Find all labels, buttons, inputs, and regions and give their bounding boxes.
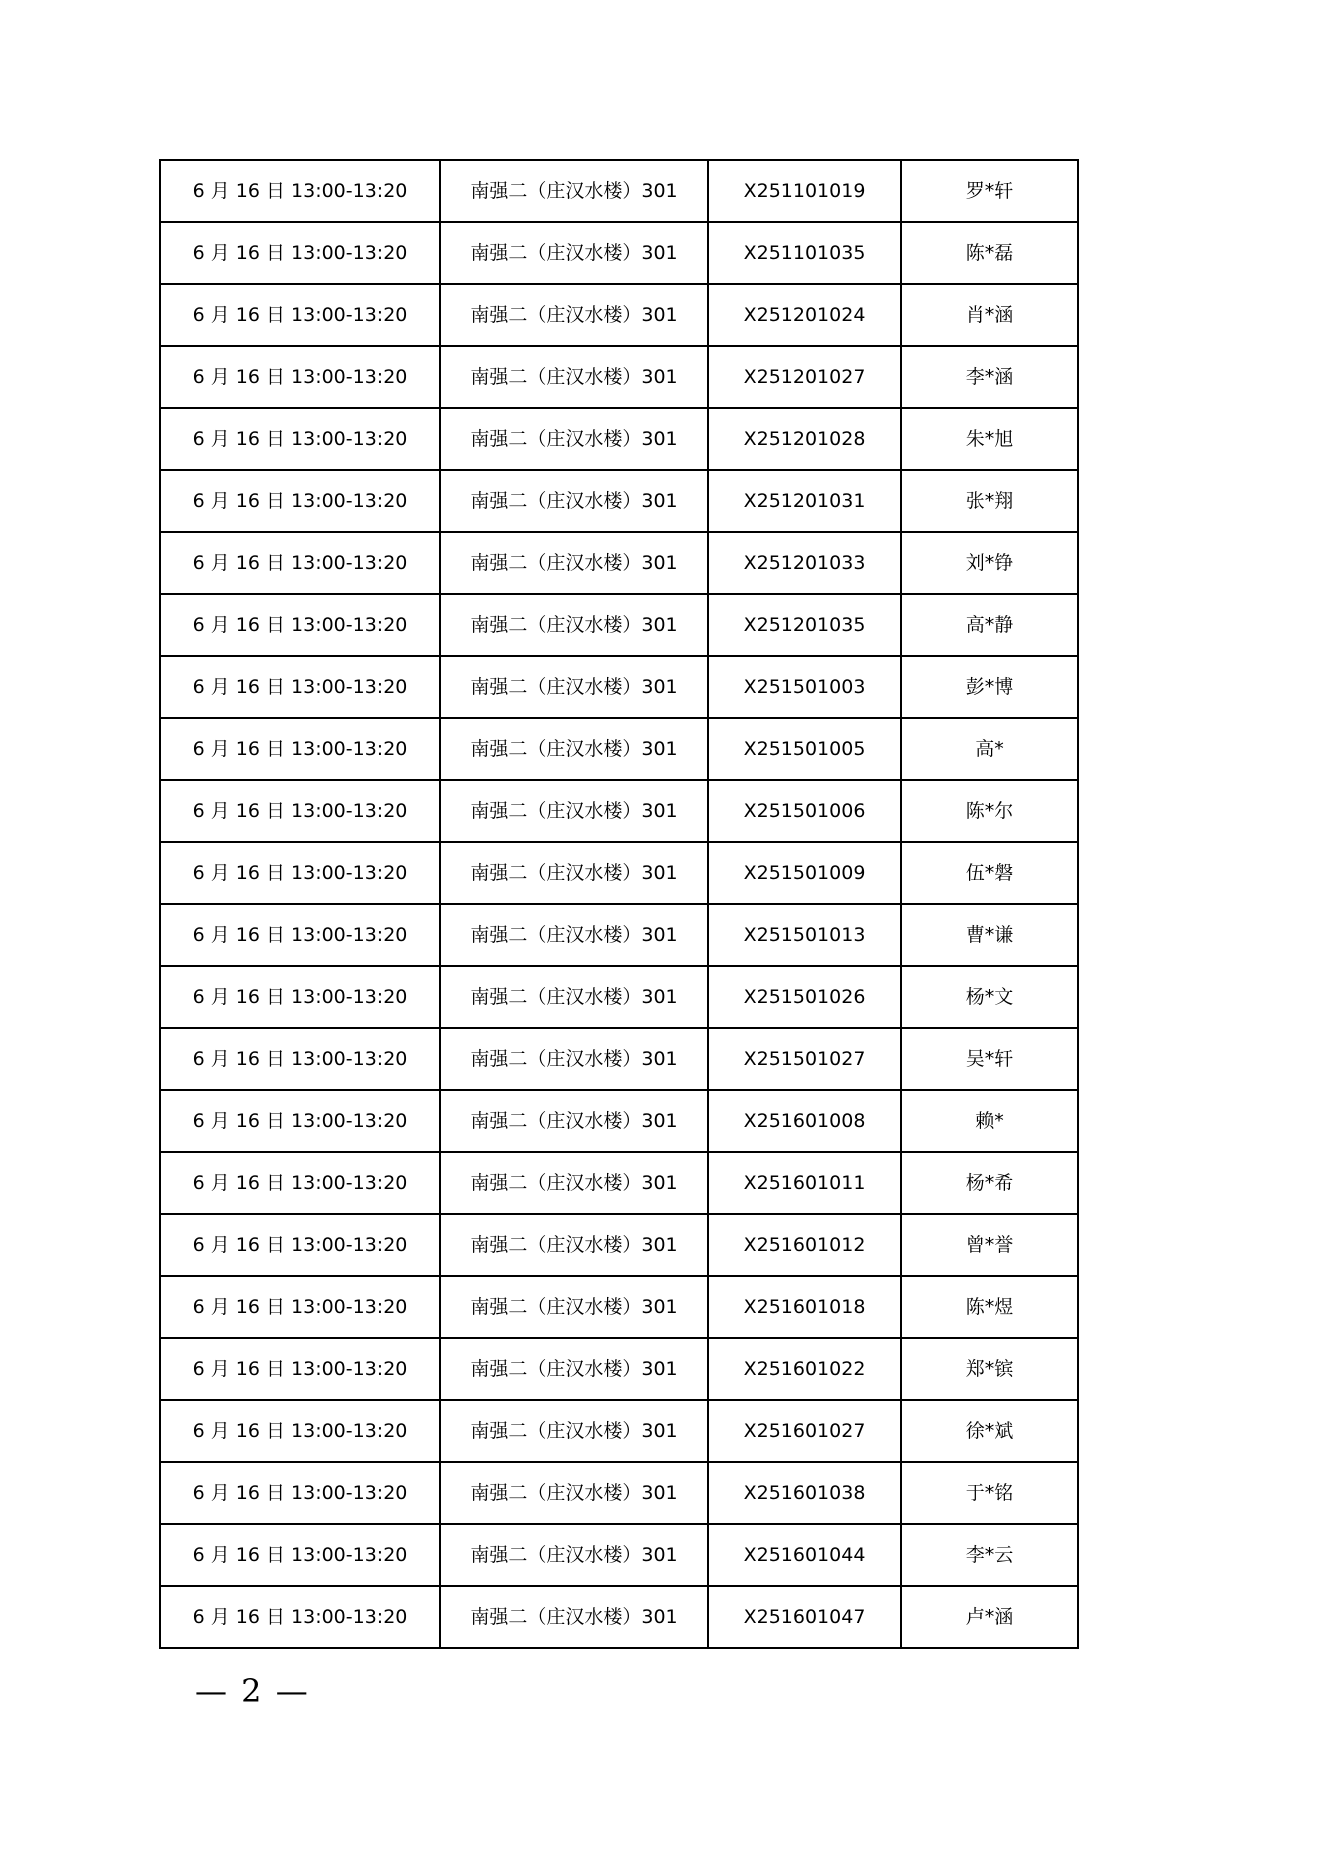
cell-student-id: X251601027 xyxy=(708,1400,901,1462)
cell-time: 6 月 16 日 13:00-13:20 xyxy=(160,842,440,904)
cell-room: 南强二（庄汉水楼）301 xyxy=(440,532,708,594)
page-number: — 2 — xyxy=(195,1672,310,1710)
cell-time: 6 月 16 日 13:00-13:20 xyxy=(160,284,440,346)
table-row xyxy=(160,656,1078,718)
cell-time: 6 月 16 日 13:00-13:20 xyxy=(160,780,440,842)
table-row xyxy=(160,408,1078,470)
cell-time: 6 月 16 日 13:00-13:20 xyxy=(160,1276,440,1338)
cell-room: 南强二（庄汉水楼）301 xyxy=(440,1338,708,1400)
cell-time: 6 月 16 日 13:00-13:20 xyxy=(160,1586,440,1648)
cell-student-id: X251501026 xyxy=(708,966,901,1028)
table-row xyxy=(160,780,1078,842)
cell-name: 高*静 xyxy=(901,594,1078,656)
cell-time: 6 月 16 日 13:00-13:20 xyxy=(160,408,440,470)
cell-room: 南强二（庄汉水楼）301 xyxy=(440,966,708,1028)
cell-room: 南强二（庄汉水楼）301 xyxy=(440,1214,708,1276)
cell-name: 曾*誉 xyxy=(901,1214,1078,1276)
cell-student-id: X251601008 xyxy=(708,1090,901,1152)
cell-student-id: X251501013 xyxy=(708,904,901,966)
cell-name: 刘*铮 xyxy=(901,532,1078,594)
cell-room: 南强二（庄汉水楼）301 xyxy=(440,160,708,222)
cell-time: 6 月 16 日 13:00-13:20 xyxy=(160,1028,440,1090)
cell-student-id: X251201035 xyxy=(708,594,901,656)
table-row xyxy=(160,1214,1078,1276)
cell-student-id: X251601047 xyxy=(708,1586,901,1648)
cell-time: 6 月 16 日 13:00-13:20 xyxy=(160,346,440,408)
cell-room: 南强二（庄汉水楼）301 xyxy=(440,222,708,284)
cell-student-id: X251501006 xyxy=(708,780,901,842)
cell-time: 6 月 16 日 13:00-13:20 xyxy=(160,1152,440,1214)
cell-time: 6 月 16 日 13:00-13:20 xyxy=(160,1400,440,1462)
table-row xyxy=(160,1276,1078,1338)
table-row xyxy=(160,1338,1078,1400)
cell-room: 南强二（庄汉水楼）301 xyxy=(440,1152,708,1214)
cell-time: 6 月 16 日 13:00-13:20 xyxy=(160,1090,440,1152)
cell-student-id: X251201031 xyxy=(708,470,901,532)
schedule-table-body xyxy=(160,160,1078,1648)
cell-name: 杨*希 xyxy=(901,1152,1078,1214)
cell-room: 南强二（庄汉水楼）301 xyxy=(440,904,708,966)
cell-student-id: X251101019 xyxy=(708,160,901,222)
cell-room: 南强二（庄汉水楼）301 xyxy=(440,408,708,470)
cell-name: 张*翔 xyxy=(901,470,1078,532)
cell-name: 陈*磊 xyxy=(901,222,1078,284)
cell-student-id: X251601011 xyxy=(708,1152,901,1214)
cell-student-id: X251601044 xyxy=(708,1524,901,1586)
cell-time: 6 月 16 日 13:00-13:20 xyxy=(160,1524,440,1586)
cell-student-id: X251501003 xyxy=(708,656,901,718)
cell-room: 南强二（庄汉水楼）301 xyxy=(440,1524,708,1586)
cell-name: 伍*磐 xyxy=(901,842,1078,904)
cell-room: 南强二（庄汉水楼）301 xyxy=(440,780,708,842)
table-row xyxy=(160,1400,1078,1462)
cell-name: 朱*旭 xyxy=(901,408,1078,470)
cell-name: 赖* xyxy=(901,1090,1078,1152)
cell-name: 曹*谦 xyxy=(901,904,1078,966)
schedule-table xyxy=(159,159,1079,1649)
table-row xyxy=(160,470,1078,532)
table-row xyxy=(160,160,1078,222)
cell-student-id: X251201024 xyxy=(708,284,901,346)
table-row xyxy=(160,718,1078,780)
cell-time: 6 月 16 日 13:00-13:20 xyxy=(160,1338,440,1400)
cell-room: 南强二（庄汉水楼）301 xyxy=(440,1276,708,1338)
cell-name: 于*铭 xyxy=(901,1462,1078,1524)
cell-name: 徐*斌 xyxy=(901,1400,1078,1462)
cell-room: 南强二（庄汉水楼）301 xyxy=(440,1462,708,1524)
cell-student-id: X251501005 xyxy=(708,718,901,780)
cell-student-id: X251201033 xyxy=(708,532,901,594)
table-row xyxy=(160,284,1078,346)
cell-student-id: X251601022 xyxy=(708,1338,901,1400)
cell-time: 6 月 16 日 13:00-13:20 xyxy=(160,718,440,780)
table-row xyxy=(160,1524,1078,1586)
cell-student-id: X251501027 xyxy=(708,1028,901,1090)
cell-room: 南强二（庄汉水楼）301 xyxy=(440,594,708,656)
cell-time: 6 月 16 日 13:00-13:20 xyxy=(160,904,440,966)
cell-time: 6 月 16 日 13:00-13:20 xyxy=(160,656,440,718)
table-row xyxy=(160,842,1078,904)
cell-name: 李*云 xyxy=(901,1524,1078,1586)
table-row xyxy=(160,1586,1078,1648)
cell-room: 南强二（庄汉水楼）301 xyxy=(440,470,708,532)
cell-student-id: X251201028 xyxy=(708,408,901,470)
table-row xyxy=(160,1152,1078,1214)
cell-student-id: X251501009 xyxy=(708,842,901,904)
cell-name: 卢*涵 xyxy=(901,1586,1078,1648)
cell-room: 南强二（庄汉水楼）301 xyxy=(440,718,708,780)
cell-room: 南强二（庄汉水楼）301 xyxy=(440,346,708,408)
cell-time: 6 月 16 日 13:00-13:20 xyxy=(160,594,440,656)
cell-name: 陈*煜 xyxy=(901,1276,1078,1338)
table-row xyxy=(160,1462,1078,1524)
cell-time: 6 月 16 日 13:00-13:20 xyxy=(160,966,440,1028)
cell-time: 6 月 16 日 13:00-13:20 xyxy=(160,1214,440,1276)
cell-room: 南强二（庄汉水楼）301 xyxy=(440,656,708,718)
cell-student-id: X251601012 xyxy=(708,1214,901,1276)
cell-room: 南强二（庄汉水楼）301 xyxy=(440,1400,708,1462)
cell-time: 6 月 16 日 13:00-13:20 xyxy=(160,532,440,594)
cell-student-id: X251601018 xyxy=(708,1276,901,1338)
cell-student-id: X251101035 xyxy=(708,222,901,284)
cell-room: 南强二（庄汉水楼）301 xyxy=(440,842,708,904)
cell-room: 南强二（庄汉水楼）301 xyxy=(440,1586,708,1648)
cell-name: 李*涵 xyxy=(901,346,1078,408)
cell-room: 南强二（庄汉水楼）301 xyxy=(440,1028,708,1090)
table-row xyxy=(160,1090,1078,1152)
cell-name: 彭*博 xyxy=(901,656,1078,718)
cell-time: 6 月 16 日 13:00-13:20 xyxy=(160,160,440,222)
cell-name: 陈*尔 xyxy=(901,780,1078,842)
table-row xyxy=(160,594,1078,656)
table-row xyxy=(160,904,1078,966)
cell-name: 杨*文 xyxy=(901,966,1078,1028)
cell-room: 南强二（庄汉水楼）301 xyxy=(440,1090,708,1152)
table-row xyxy=(160,966,1078,1028)
table-row xyxy=(160,1028,1078,1090)
table-row xyxy=(160,222,1078,284)
cell-name: 罗*轩 xyxy=(901,160,1078,222)
table-row xyxy=(160,346,1078,408)
cell-time: 6 月 16 日 13:00-13:20 xyxy=(160,470,440,532)
cell-name: 高* xyxy=(901,718,1078,780)
cell-time: 6 月 16 日 13:00-13:20 xyxy=(160,1462,440,1524)
table-row xyxy=(160,532,1078,594)
cell-student-id: X251601038 xyxy=(708,1462,901,1524)
cell-name: 吴*轩 xyxy=(901,1028,1078,1090)
cell-student-id: X251201027 xyxy=(708,346,901,408)
cell-time: 6 月 16 日 13:00-13:20 xyxy=(160,222,440,284)
cell-name: 郑*镔 xyxy=(901,1338,1078,1400)
cell-name: 肖*涵 xyxy=(901,284,1078,346)
cell-room: 南强二（庄汉水楼）301 xyxy=(440,284,708,346)
